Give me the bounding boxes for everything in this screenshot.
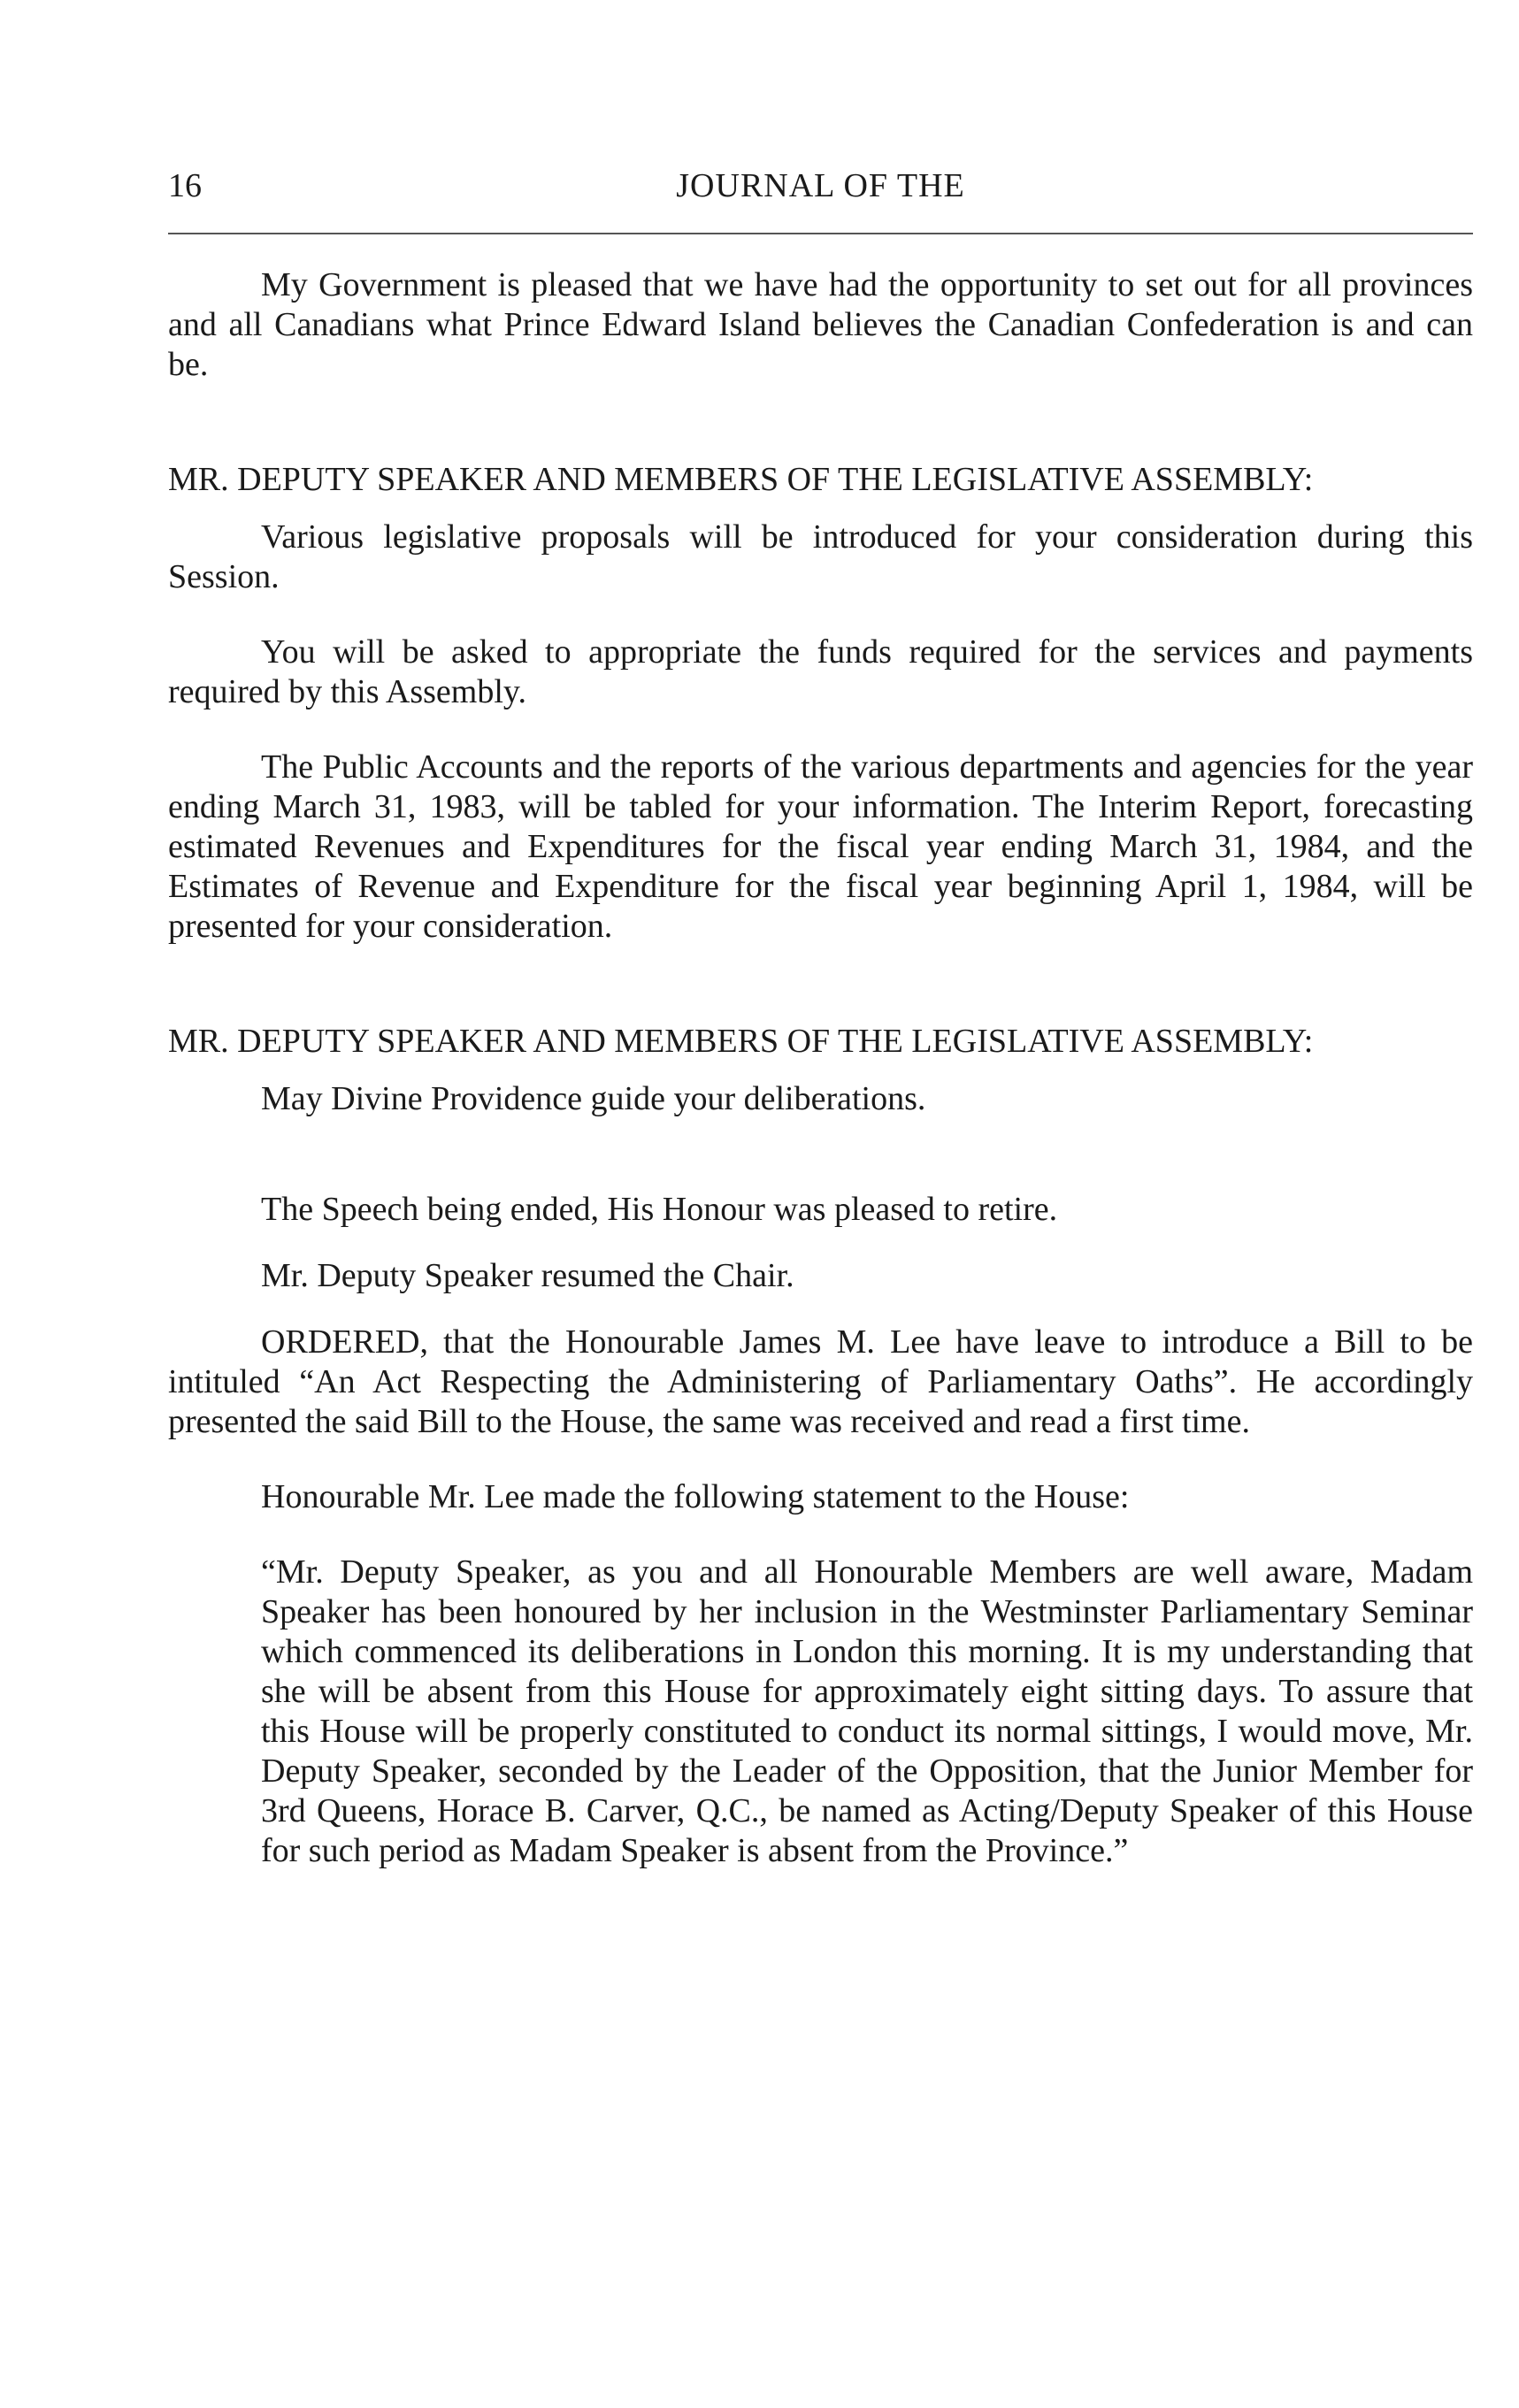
quoted-statement: “Mr. Deputy Speaker, as you and all Honourable Members are well aware, Madam Speaker has been honoured by her inclusion in the Westminster Parliamentary Seminar which commenced its deliberations in London this morning. It is my understanding that she will be absent from this House for approximately eight sitting days. To assure that this House will be properly constituted to conduct its normal sittings, I would move, Mr. Deputy Speaker, seconded by the Leader of the Opposition, that the Junior Member for 3rd Queens, Horace B. Carver, Q.C., be named as Acting/Deputy Speaker of this House for such period as Madam Speaker is absent from the Province.”	[261, 1553, 1473, 1869]
body-text	[168, 265, 1473, 1871]
header-rule	[168, 233, 1473, 234]
journal-title: JOURNAL OF THE	[676, 167, 965, 204]
paragraph-divine-providence: May Divine Providence guide your deliberations.	[261, 1080, 926, 1117]
heading-address-deputy-speaker: MR. DEPUTY SPEAKER AND MEMBERS OF THE LEGISLATIVE ASSEMBLY:	[168, 461, 1314, 498]
paragraph-public-accounts: The Public Accounts and the reports of the various departments and agencies for the year ending March 31, 1983, will be tabled for your information. The Interim Report, forecasting estimated Revenues and Expenditures for the fiscal year ending March 31, 1984, and the Estimates of Revenue and Expenditure for the fiscal year beginning April 1, 1984, will be presented for your consideration.	[168, 748, 1473, 945]
paragraph-speech-ended: The Speech being ended, His Honour was pleased to retire.	[261, 1191, 1058, 1228]
paragraph-appropriate-funds: You will be asked to appropriate the funds required for the services and payments required by this Assembly.	[168, 633, 1473, 710]
paragraph-lee-statement-intro: Honourable Mr. Lee made the following statement to the House:	[261, 1478, 1130, 1515]
running-head	[168, 159, 1473, 212]
paragraph-ordered-bill: ORDERED, that the Honourable James M. Lee have leave to introduce a Bill to be intituled “An Act Respecting the Administering of Parliamentary Oaths”. He accordingly presented the said Bill to the House, the same was received and read a first time.	[168, 1323, 1473, 1440]
paragraph-deputy-resumed-chair: Mr. Deputy Speaker resumed the Chair.	[261, 1257, 794, 1294]
heading-address-deputy-speaker-second: MR. DEPUTY SPEAKER AND MEMBERS OF THE LEGISLATIVE ASSEMBLY:	[168, 1023, 1314, 1060]
paragraph-government-pleased: My Government is pleased that we have had the opportunity to set out for all provinces and all Canadians what Prince Edward Island believes the Canadian Confederation is and can be.	[168, 266, 1473, 383]
paragraph-legislative-proposals: Various legislative proposals will be introduced for your consideration during this Session.	[168, 518, 1473, 595]
page-number: 16	[168, 167, 202, 204]
